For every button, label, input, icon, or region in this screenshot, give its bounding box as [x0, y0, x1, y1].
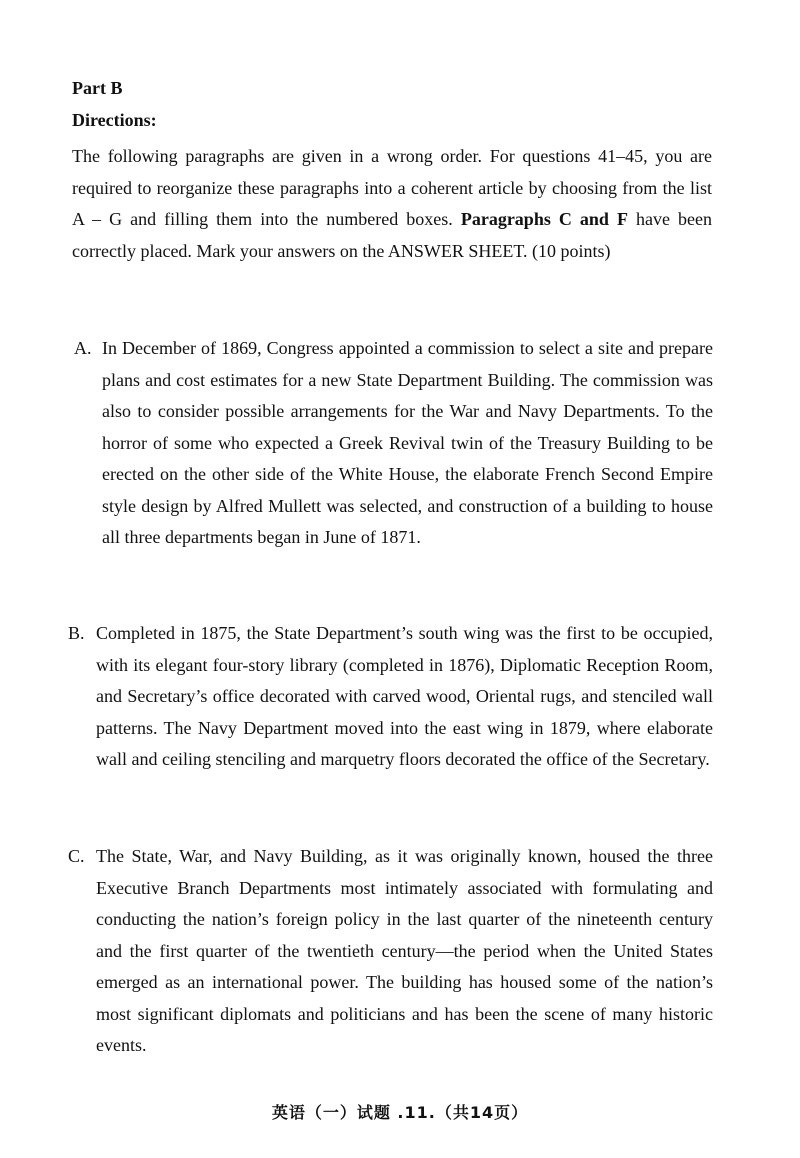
directions-title: Directions:: [72, 110, 157, 130]
paragraph-c: [68, 841, 713, 1062]
directions-text-1: The following paragraphs are given in a wrong order. For questions 41–45, you are required to reorganize these paragraphs into a coherent article by choosing from the list A – G and filling them into the numbered boxes.: [72, 146, 712, 229]
paragraph-label: A.: [74, 338, 92, 358]
paragraph-label: C.: [68, 846, 85, 866]
paragraph-text: In December of 1869, Congress appointed a commission to select a site and prepare plans and cost estimates for a new State Department Building. The commission was also to consider possible arrangements for the War and Navy Departments. To the horror of some who expected a Greek Revival twin of the Treasury Building to be erected on the other side of the White House, the elaborate French Second Empire style design by Alfred Mullett was selected, and construction of a building to house all three departments began in June of 1871.: [102, 338, 713, 547]
paragraph-text: Completed in 1875, the State Department’s south wing was the first to be occupied, with its elegant four-story library (completed in 1876), Diplomatic Reception Room, and Secretary’s office decorated with carved wood, Oriental rugs, and stenciled wall patterns. The Navy Department moved into the east wing in 1879, where elaborate wall and ceiling stenciling and marquetry floors decorated the office of the Secretary.: [96, 623, 713, 769]
directions-text: [72, 141, 712, 267]
directions-text-2: have been correctly placed. Mark your answers on the ANSWER SHEET. (10 points): [72, 209, 713, 261]
page-footer: 英语（一）试题 .11.（共14页）: [271, 1103, 529, 1122]
paragraph-text: The State, War, and Navy Building, as it was originally known, housed the three Executive Branch Departments most intimately associated with formulating and conducting the nation’s foreign policy in the last quarter of the nineteenth century and the first quarter of the twentieth century—the period when the United States emerged as an international power. The building has housed some of the nation’s most significant diplomats and politicians and has been the scene of many historic events.: [96, 846, 713, 1055]
paragraph-a: [74, 333, 713, 554]
directions-bold-text: Paragraphs C and F: [460, 209, 628, 229]
paragraph-label: B.: [68, 623, 85, 643]
paragraph-b: [68, 618, 713, 776]
part-title: Part B: [72, 78, 123, 98]
